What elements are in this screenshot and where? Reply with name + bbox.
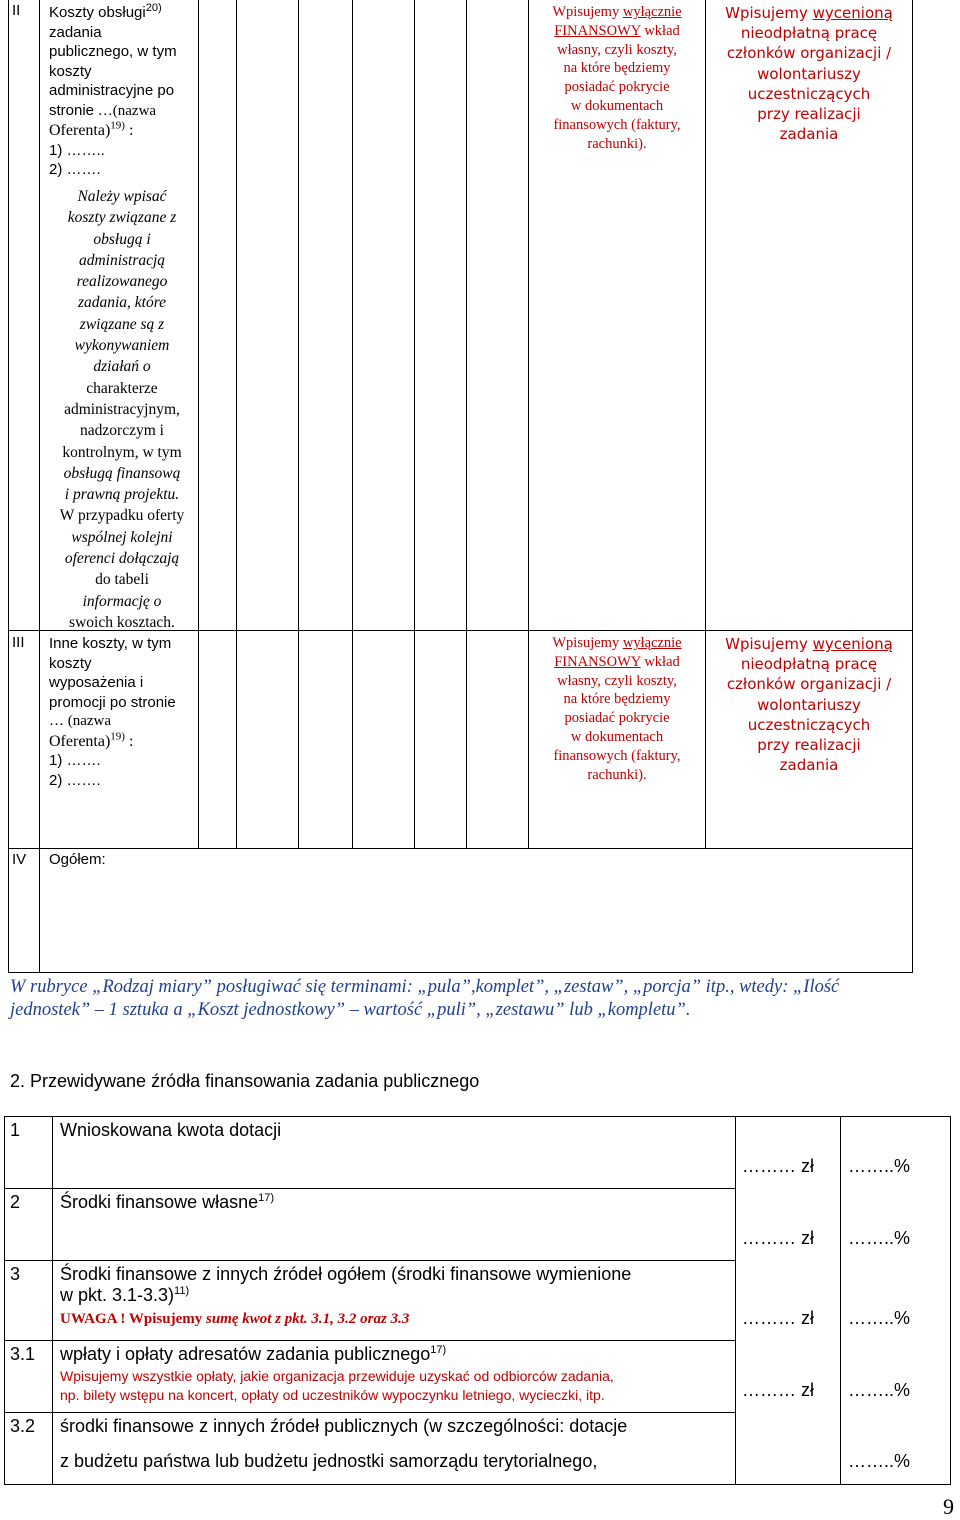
table-top-border [4,1116,950,1117]
row-3-text: 2) ……. [49,771,101,789]
source-label [60,1264,631,1306]
own-funds-note [528,3,706,153]
note-text: wycenioną [812,635,893,653]
note-line: przy realizacji [757,736,861,755]
col-divider [298,0,299,849]
instruction-line: obsługą i [93,230,151,248]
instruction-line: wspólnej kolejni [71,528,173,546]
instruction-line: koszty związane z [67,209,177,227]
note-line: na które będziemy [563,60,671,77]
instruction-line: realizowanego [76,273,168,291]
row-divider [4,1340,735,1341]
source-label: Wnioskowana kwota dotacji [60,1120,282,1140]
note-line: nieodpłatną pracę [740,24,878,43]
row-2-label [49,3,199,180]
amount-pln-field[interactable]: ……… zł [742,1308,814,1328]
percent-field[interactable]: ……..% [848,1228,911,1248]
note-text: Wpisujemy [552,635,623,651]
note-line: w dokumentach [570,728,664,745]
section-title: 2. Przewidywane źródła finansowania zadania publicznego [10,1071,480,1091]
footnote-ref: 17) [430,1344,447,1356]
footnote-ref: 19) [110,730,125,743]
note-text: FINANSOWY [554,22,641,39]
instruction-line: wykonywaniem [74,337,170,355]
percent-field[interactable]: ……..% [848,1308,911,1328]
table-bottom-border [8,972,913,973]
row-2-instruction-note [44,186,200,633]
instruction-line: działań o [93,358,151,376]
source-label: z budżetu państwa lub budżetu jednostki samorządu terytorialnego, [60,1451,598,1471]
source-label-text: wpłaty i opłaty adresatów zadania publicznego [60,1344,431,1364]
instruction-line: do tabeli [95,571,149,589]
col-divider [8,0,9,973]
note-text: FINANSOWY [554,653,641,670]
note-line: wolontariuszy [757,64,861,83]
own-funds-note [528,634,706,784]
footnote-ref: 20) [145,2,162,14]
note-line: zadania [779,756,839,775]
note-text: Wpisujemy [725,4,813,22]
row-3-text: : [124,732,134,750]
note-line: np. bilety wstępu na koncert, opłaty od uczestników wypoczynku letniego, wycieczki, itp. [60,1387,605,1403]
instruction-line: swoich kosztach. [69,613,175,631]
row-2-text: publicznego, w tym [49,43,177,60]
amount-pln-field[interactable]: ……… zł [742,1156,814,1176]
col-divider [840,1116,841,1485]
measure-unit-footnote [10,976,839,1022]
row-number: IV [12,851,27,868]
note-line: rachunki). [587,135,647,152]
row-divider [8,848,913,849]
source-number: 3 [10,1264,21,1284]
source-label-text: w pkt. 3.1-3.3) [60,1285,175,1305]
note-line: finansowych (faktury, [553,747,681,764]
col-divider [236,0,237,849]
note-text: wycenioną [812,4,893,22]
instruction-line: nadzorczym i [80,422,164,440]
col-divider [352,0,353,849]
row-3-text: Oferenta) [49,732,111,750]
row-divider [4,1188,735,1189]
note-line: członków organizacji / [726,44,892,63]
row-3-text: wyposażenia i [49,674,144,691]
row-divider [4,1260,735,1261]
source-number: 1 [10,1120,21,1140]
note-line: uczestniczących [747,84,871,103]
warning-note [60,1311,409,1328]
instruction-line: i prawną projektu. [64,486,180,504]
footnote-ref: 19) [110,119,125,132]
footnote-line: W rubryce „Rodzaj miary” posługiwać się terminami: „pula”,komplet”, „zestaw”, „porcja” itp., wtedy: „Ilość [10,977,840,997]
row-2-text: : [124,122,134,139]
row-2-text: administracyjne po [49,82,175,99]
note-line: w dokumentach [570,97,664,114]
row-2-text: Oferenta) [49,122,111,139]
col-divider [950,1116,951,1485]
volunteer-work-note [706,634,912,775]
source-number: 3.1 [10,1344,36,1364]
note-line: finansowych (faktury, [553,116,681,133]
instruction-line: Należy wpisać [77,188,167,205]
col-divider [414,0,415,849]
row-2-text: 2) ……. [49,161,101,178]
percent-field[interactable]: ……..% [848,1380,911,1400]
instruction-line: obsługą finansową [63,464,181,482]
instruction-line: charakterze [86,379,158,397]
row-3-text: … (nazwa [49,713,112,729]
row-2-text: koszty [49,62,92,80]
note-line: zadania [779,125,839,144]
note-line: własny, czyli koszty, [557,41,677,58]
note-text: wkład [640,22,680,39]
footnote-ref: 11) [174,1285,190,1297]
col-divider [52,1116,53,1485]
col-divider [466,0,467,849]
row-3-text: koszty [49,654,92,672]
row-number: III [12,634,25,651]
instruction-line: zadania, które [77,294,167,312]
row-2-title: Koszty obsługi [49,4,146,21]
instruction-line: W przypadku oferty [59,507,185,525]
note-lines [528,672,706,785]
table-bottom-border [4,1484,950,1485]
amount-pln-field[interactable]: ……… zł [742,1380,814,1400]
note-line: przy realizacji [757,105,861,124]
note-text: wyłącznie [622,4,682,20]
col-divider [912,0,913,973]
instruction-line: kontrolnym, w tym [62,443,182,461]
volunteer-work-note [706,3,912,144]
row-2-text: zadania [49,23,102,41]
note-line: uczestniczących [747,715,871,734]
source-label [60,1192,274,1213]
amount-pln-field[interactable]: ……… zł [742,1228,814,1248]
note-lines [528,41,706,154]
row-3-title: Inne koszty, w tym [49,635,172,652]
note-lines [706,23,912,144]
note-text: wkład [640,653,680,670]
note-text: Wpisujemy [552,4,623,20]
note-line: posiadać pokrycie [564,710,670,727]
source-label-text: Środki finansowe z innych źródeł ogółem (środki finansowe wymienione [60,1264,632,1284]
source-number: 2 [10,1192,21,1212]
note-line: Wpisujemy wszystkie opłaty, jakie organizacja przewiduje uzyskać od odbiorców zadania, [60,1368,614,1384]
col-divider [735,1116,736,1485]
source-label [60,1344,446,1365]
note-line: posiadać pokrycie [564,79,670,96]
instruction-line: administracyjnym, [64,400,180,418]
note-text: Wpisujemy [725,635,813,653]
total-label: Ogółem: [49,851,106,868]
page-number: 9 [943,1494,954,1519]
percent-field[interactable]: ……..% [848,1451,911,1471]
row-number: II [12,2,21,19]
source-number: 3.2 [10,1416,36,1436]
note-line: na które będziemy [563,691,671,708]
note-line: nieodpłatną pracę [740,655,878,674]
footnote-ref: 17) [258,1192,275,1204]
instruction-line: oferenci dołączają [64,550,180,568]
note-line: wolontariuszy [757,695,861,714]
source-label: środki finansowe z innych źródeł publicznych (w szczególności: dotacje [60,1416,628,1436]
instruction-line: związane są z [79,315,165,333]
col-divider [4,1116,5,1485]
row-divider [4,1412,735,1413]
col-divider [39,0,40,973]
row-3-text: 1) ……. [49,752,101,769]
warning-text: sumę kwot z pkt. 3.1, 3.2 oraz 3.3 [206,1311,410,1327]
row-3-label [49,634,199,790]
instruction-line: informację o [82,592,162,610]
footnote-line: jednostek” – 1 sztuka a „Koszt jednostkowy” – wartość „puli”, „zestawu” lub „kompletu”. [10,1000,691,1020]
row-3-text: promocji po stronie [49,693,176,711]
note-line: rachunki). [587,766,647,783]
fees-note [60,1367,614,1405]
note-line: członków organizacji / [726,675,892,694]
row-2-text: stronie [49,101,95,119]
warning-text: UWAGA ! Wpisujemy [60,1311,206,1327]
row-2-text: …(nazwa [94,102,157,119]
source-label-text: Środki finansowe własne [60,1192,259,1212]
percent-field[interactable]: ……..% [848,1156,911,1176]
row-2-text: 1) …….. [49,141,105,159]
note-line: własny, czyli koszty, [557,672,677,689]
note-lines [706,654,912,775]
note-text: wyłącznie [622,635,682,651]
instruction-line: administracją [78,251,166,269]
